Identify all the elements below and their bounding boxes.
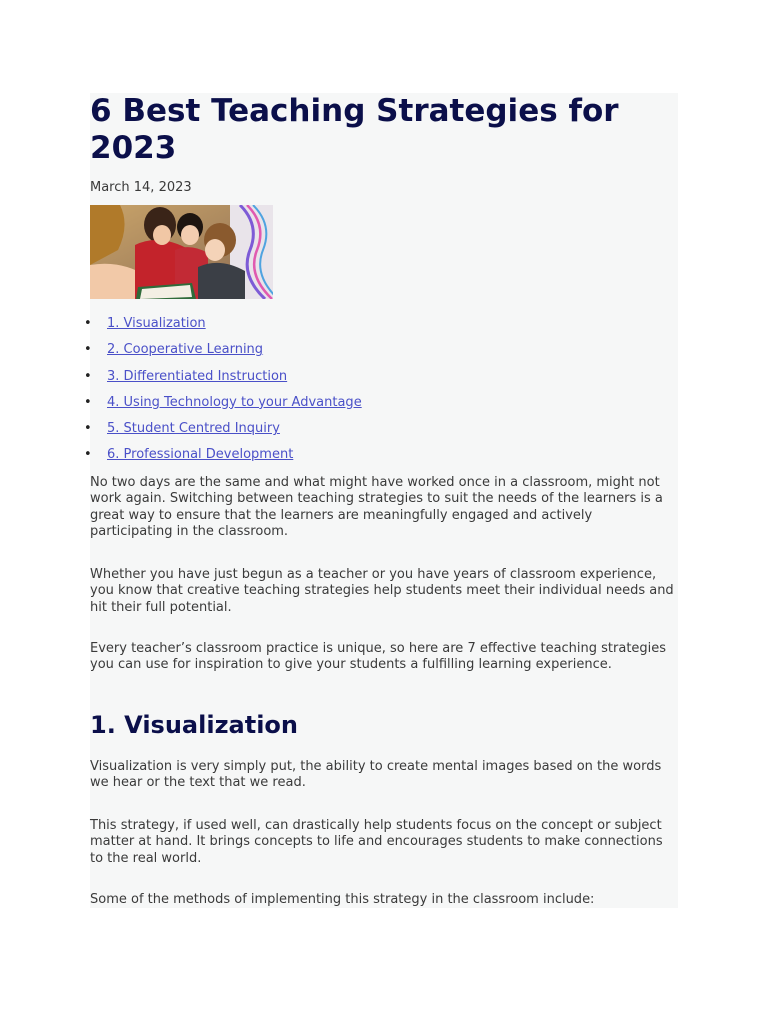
bullet-icon: • [84, 394, 92, 410]
toc-link-cooperative-learning[interactable]: 2. Cooperative Learning [107, 342, 264, 358]
article-title: 6 Best Teaching Strategies for 2023 [90, 93, 619, 166]
section-paragraph: Some of the methods of implementing this strategy in the classroom include: [90, 892, 595, 907]
article-date: March 14, 2023 [90, 180, 192, 195]
toc-link-student-centred-inquiry[interactable]: 5. Student Centred Inquiry [107, 421, 280, 437]
intro-paragraph: Every teacher’s classroom practice is unique, so here are 7 effective teaching strategies you can use for inspiration to give your students a fulfilling learning experience. [90, 641, 667, 673]
toc-link-differentiated-instruction[interactable]: 3. Differentiated Instruction [107, 368, 288, 384]
bullet-icon: • [84, 316, 92, 331]
section-paragraph: Visualization is very simply put, the ability to create mental images based on the words we hear or the text that we read. [90, 759, 662, 791]
bullet-icon: • [84, 368, 92, 384]
bullet-icon: • [84, 342, 92, 358]
section-heading-visualization: 1. Visualization [90, 711, 299, 739]
toc-link-visualization[interactable]: 1. Visualization [107, 316, 206, 331]
intro-paragraph: No two days are the same and what might have worked once in a classroom, might not work again. Switching between teaching strategies to suit the needs of the learners is a great way to ensure that the learners are meaningfully engaged and actively participating in the classroom. [90, 475, 663, 539]
section-paragraph: This strategy, if used well, can drastically help students focus on the concept or subject matter at hand. It brings concepts to life and encourages students to make connections to the real world. [90, 818, 663, 866]
toc-link-using-technology[interactable]: 4. Using Technology to your Advantage [107, 394, 362, 410]
bullet-icon: • [84, 421, 92, 437]
bullet-icon: • [84, 447, 92, 463]
toc-link-professional-development[interactable]: 6. Professional Development [107, 447, 294, 463]
article-container [84, 93, 678, 908]
hero-image [90, 205, 273, 299]
intro-paragraph: Whether you have just begun as a teacher or you have years of classroom experience, you know that creative teaching strategies help students meet their individual needs and hit their full potential. [90, 567, 674, 615]
